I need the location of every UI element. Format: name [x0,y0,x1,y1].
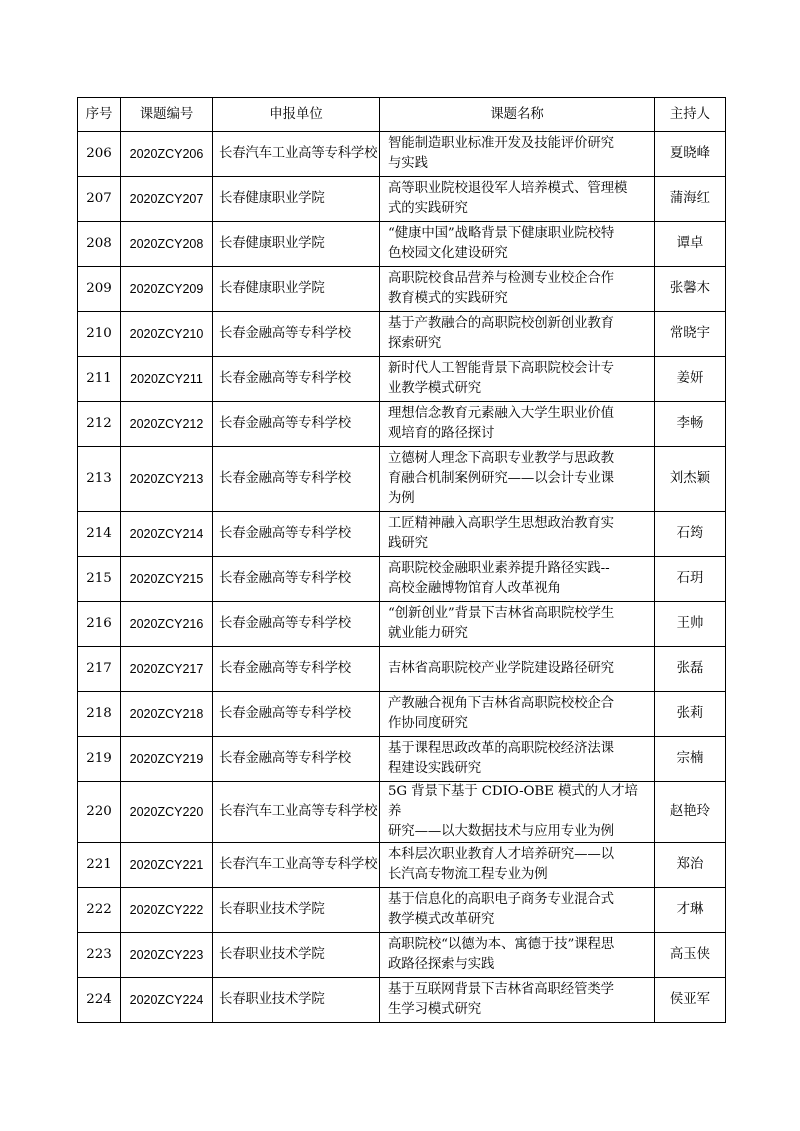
row-no: 209 [78,267,121,312]
row-title [380,447,655,512]
table-row [78,843,726,888]
row-title [380,602,655,647]
row-code: 2020ZCY217 [121,647,213,692]
row-host: 才琳 [655,888,726,933]
row-host: 张磊 [655,647,726,692]
row-host: 刘杰颖 [655,447,726,512]
row-title-line: 基于课程思政改革的高职院校经济法课 [388,741,614,756]
row-no: 208 [78,222,121,267]
row-unit: 长春汽车工业高等专科学校 [213,132,380,177]
row-code: 2020ZCY215 [121,557,213,602]
header-unit: 申报单位 [213,98,380,132]
row-title-line: 立德树人理念下高职专业教学与思政教 [388,451,614,466]
header-no: 序号 [78,98,121,132]
row-title-line: 智能制造职业标准开发及技能评价研究 [388,136,614,151]
row-code: 2020ZCY221 [121,843,213,888]
row-host: 侯亚军 [655,978,726,1023]
row-title [380,782,655,843]
row-title-line: 长汽高专物流工程专业为例 [388,867,548,882]
row-title [380,557,655,602]
row-title [380,177,655,222]
row-no: 215 [78,557,121,602]
row-host: 谭卓 [655,222,726,267]
table-row [78,132,726,177]
row-unit: 长春职业技术学院 [213,888,380,933]
table-row [78,737,726,782]
row-unit: 长春金融高等专科学校 [213,557,380,602]
row-code: 2020ZCY216 [121,602,213,647]
row-code: 2020ZCY218 [121,692,213,737]
row-code: 2020ZCY209 [121,267,213,312]
row-title-line: 高职院校食品营养与检测专业校企合作 [388,271,614,286]
table-row [78,267,726,312]
row-title-line: 理想信念教育元素融入大学生职业价值 [388,406,614,421]
project-table [77,97,726,1023]
row-unit: 长春金融高等专科学校 [213,512,380,557]
row-no: 218 [78,692,121,737]
row-no: 219 [78,737,121,782]
row-host: 赵艳玲 [655,782,726,843]
row-unit: 长春金融高等专科学校 [213,692,380,737]
row-title [380,222,655,267]
row-unit: 长春金融高等专科学校 [213,447,380,512]
row-code: 2020ZCY208 [121,222,213,267]
row-title [380,402,655,447]
row-title [380,888,655,933]
row-host: 蒲海红 [655,177,726,222]
row-no: 221 [78,843,121,888]
header-title: 课题名称 [380,98,655,132]
row-no: 223 [78,933,121,978]
row-title-line: 高职院校金融职业素养提升路径实践-- [388,561,610,576]
table-row [78,402,726,447]
row-title-line: 产教融合视角下吉林省高职院校校企合 [388,696,614,711]
table-row [78,312,726,357]
table-row [78,447,726,512]
row-title-line: 高等职业院校退役军人培养模式、管理模 [388,181,628,196]
row-host: 石筠 [655,512,726,557]
row-unit: 长春健康职业学院 [213,177,380,222]
table-row [78,692,726,737]
row-title [380,132,655,177]
row-title-line: 基于产教融合的高职院校创新创业教育 [388,316,614,331]
row-title [380,312,655,357]
row-code: 2020ZCY207 [121,177,213,222]
row-title [380,933,655,978]
row-unit: 长春金融高等专科学校 [213,312,380,357]
table-row [78,512,726,557]
row-unit: 长春职业技术学院 [213,978,380,1023]
row-host: 高玉侠 [655,933,726,978]
row-title-line: 政路径探索与实践 [388,957,495,972]
row-host: 宗楠 [655,737,726,782]
row-title-line: 新时代人工智能背景下高职院校会计专 [388,361,614,376]
row-title-line: 吉林省高职院校产业学院建设路径研究 [388,661,614,676]
table-row [78,933,726,978]
row-title-line: 教育模式的实践研究 [388,291,508,306]
row-no: 224 [78,978,121,1023]
row-unit: 长春健康职业学院 [213,267,380,312]
row-title-line: 5G 背景下基于 CDIO-OBE 模式的人才培养 [388,784,638,819]
row-no: 212 [78,402,121,447]
row-code: 2020ZCY211 [121,357,213,402]
row-title-line: “健康中国”战略背景下健康职业院校特 [388,226,615,241]
row-unit: 长春健康职业学院 [213,222,380,267]
row-title-line: 式的实践研究 [388,201,468,216]
row-title [380,843,655,888]
row-code: 2020ZCY210 [121,312,213,357]
row-title-line: 探索研究 [388,336,442,351]
row-title-line: 基于信息化的高职电子商务专业混合式 [388,892,614,907]
row-title-line: 研究——以大数据技术与应用专业为例 [388,824,614,839]
row-title-line: 与实践 [388,156,428,171]
table-row [78,557,726,602]
row-title-line: 高职院校“以德为本、寓德于技”课程思 [388,937,615,952]
row-title [380,647,655,692]
row-code: 2020ZCY212 [121,402,213,447]
row-title [380,978,655,1023]
row-no: 206 [78,132,121,177]
row-host: 张馨木 [655,267,726,312]
header-host: 主持人 [655,98,726,132]
row-title-line: 践研究 [388,536,428,551]
row-unit: 长春金融高等专科学校 [213,602,380,647]
row-unit: 长春金融高等专科学校 [213,647,380,692]
row-no: 220 [78,782,121,843]
row-title-line: “创新创业”背景下吉林省高职院校学生 [388,606,615,621]
row-no: 214 [78,512,121,557]
row-title [380,357,655,402]
row-title-line: 教学模式改革研究 [388,912,495,927]
table-row [78,177,726,222]
row-title [380,512,655,557]
row-no: 216 [78,602,121,647]
row-host: 常晓宇 [655,312,726,357]
table-row [78,602,726,647]
table-row [78,222,726,267]
row-no: 213 [78,447,121,512]
row-code: 2020ZCY224 [121,978,213,1023]
table-header-row [78,98,726,132]
row-host: 夏晓峰 [655,132,726,177]
row-host: 李畅 [655,402,726,447]
table-body [78,132,726,1023]
row-code: 2020ZCY219 [121,737,213,782]
row-code: 2020ZCY222 [121,888,213,933]
table-row [78,978,726,1023]
row-title-line: 高校金融博物馆育人改革视角 [388,581,561,596]
row-title-line: 育融合机制案例研究——以会计专业课 [388,471,614,486]
row-unit: 长春金融高等专科学校 [213,357,380,402]
row-unit: 长春金融高等专科学校 [213,737,380,782]
row-title [380,692,655,737]
row-title-line: 色校园文化建设研究 [388,246,508,261]
row-no: 211 [78,357,121,402]
row-host: 张莉 [655,692,726,737]
row-host: 王帅 [655,602,726,647]
row-code: 2020ZCY223 [121,933,213,978]
row-code: 2020ZCY206 [121,132,213,177]
row-code: 2020ZCY213 [121,447,213,512]
table-row [78,888,726,933]
row-title [380,737,655,782]
row-host: 郑治 [655,843,726,888]
header-code: 课题编号 [121,98,213,132]
row-title [380,267,655,312]
table-row [78,782,726,843]
row-title-line: 为例 [388,491,415,506]
row-title-line: 程建设实践研究 [388,761,482,776]
row-title-line: 就业能力研究 [388,626,468,641]
row-host: 石玥 [655,557,726,602]
row-unit: 长春汽车工业高等专科学校 [213,843,380,888]
row-unit: 长春金融高等专科学校 [213,402,380,447]
row-no: 217 [78,647,121,692]
row-title-line: 工匠精神融入高职学生思想政治教育实 [388,516,614,531]
table-row [78,647,726,692]
row-no: 210 [78,312,121,357]
row-no: 207 [78,177,121,222]
row-unit: 长春职业技术学院 [213,933,380,978]
row-title-line: 基于互联网背景下吉林省高职经管类学 [388,982,614,997]
row-no: 222 [78,888,121,933]
row-title-line: 业教学模式研究 [388,381,482,396]
row-code: 2020ZCY220 [121,782,213,843]
row-title-line: 作协同度研究 [388,716,468,731]
row-title-line: 生学习模式研究 [388,1002,482,1017]
row-title-line: 本科层次职业教育人才培养研究——以 [388,847,614,862]
row-title-line: 观培育的路径探讨 [388,426,495,441]
row-unit: 长春汽车工业高等专科学校 [213,782,380,843]
row-code: 2020ZCY214 [121,512,213,557]
row-host: 姜妍 [655,357,726,402]
table-row [78,357,726,402]
